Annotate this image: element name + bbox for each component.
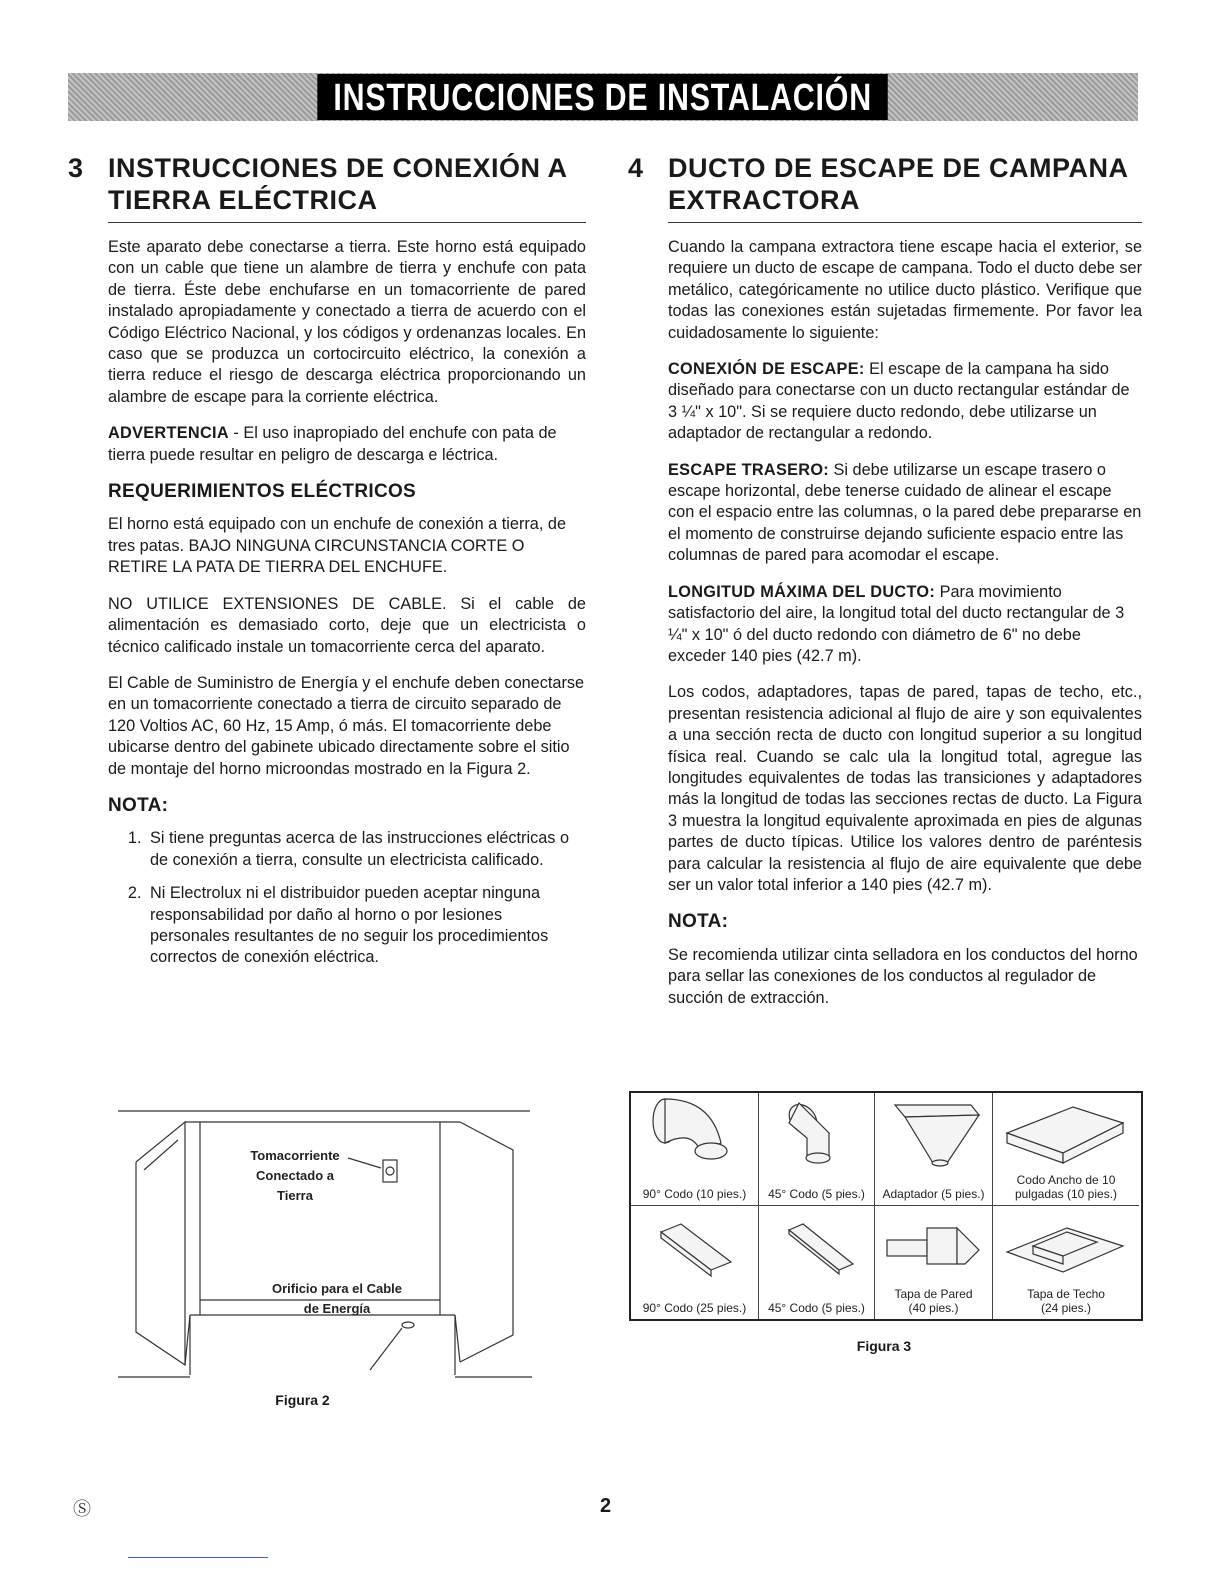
page-banner bbox=[68, 73, 1138, 121]
section-heading bbox=[628, 152, 1142, 216]
paragraph: Se recomienda utilizar cinta selladora en los conductos del horno para sellar las conexiones de los conductos al regulador de succión de extracción. bbox=[668, 945, 1138, 1007]
duct-part-cell bbox=[875, 1093, 993, 1206]
paragraph: NO UTILICE EXTENSIONES DE CABLE. Si el cable de alimentación es demasiado corto, deje que un electricista o técnico calificado instale un tomacorriente cerca del aparato. bbox=[108, 594, 586, 656]
duct-part-label-line: Codo Ancho de 10 bbox=[1016, 1173, 1116, 1187]
duct-part-label-line: Tapa de Techo bbox=[1027, 1287, 1105, 1301]
paragraph bbox=[668, 359, 1142, 445]
adapter-icon bbox=[875, 1093, 991, 1173]
duct-part-label bbox=[993, 1287, 1139, 1315]
warning-text: - El uso inapropiado del enchufe con pata de tierra puede resultar en peligro de descarga e léctrica. bbox=[108, 424, 557, 464]
warning-keyword: ADVERTENCIA bbox=[108, 424, 229, 443]
banner-title: INSTRUCCIONES DE INSTALACIÓN bbox=[318, 74, 889, 120]
paragraph: Este aparato debe conectarse a tierra. Este horno está equipado con un cable que tiene un alambre de tierra y enchufe con pata de tierra. Éste debe enchufarse en un tomacorriente de pared instalado apropiadamente y conectado a tierra de acuerdo con el Código Eléctrico Nacional, y los códigos y ordenanzas locales. En caso que se produzca un cortocircuito eléctrico, la conexión a tierra reduce el riesgo de descarga eléctrica proporcionando un alambre de escape para la corriente eléctrica. bbox=[108, 238, 586, 406]
section-body bbox=[108, 237, 586, 969]
duct-part-label bbox=[993, 1173, 1139, 1201]
warning-paragraph bbox=[108, 423, 586, 466]
fig2-label-outlet: Tomacorriente bbox=[250, 1148, 340, 1163]
fig2-label-cable-hole: de Energía bbox=[303, 1301, 371, 1316]
divider bbox=[128, 1557, 268, 1558]
duct-part-cell bbox=[759, 1093, 875, 1206]
section-rule bbox=[108, 222, 586, 223]
wide-elbow-icon bbox=[993, 1093, 1137, 1169]
wall-cap-icon bbox=[875, 1206, 991, 1276]
paragraph: El Cable de Suministro de Energía y el enchufe deben conectarse en un tomacorriente conectado a tierra de circuito separado de 120 Voltios AC, 60 Hz, 15 Amp, ó más. El tomacorriente debe ubicarse dentro del gabinete ubicado directamente sobre el sitio de montaje del horno microondas mostrado en la Figura 2. bbox=[108, 673, 585, 778]
duct-part-cell bbox=[631, 1206, 759, 1319]
section-title: INSTRUCCIONES DE CONEXIÓN A TIERRA ELÉCTRICA bbox=[108, 153, 567, 215]
paragraph bbox=[668, 460, 1142, 567]
note-title: NOTA: bbox=[668, 911, 729, 933]
page-number: 2 bbox=[600, 1495, 612, 1517]
duct-part-label: 45° Codo (5 pies.) bbox=[768, 1301, 865, 1315]
duct-part-label-line: Tapa de Pared bbox=[894, 1287, 973, 1301]
flat-elbow-90-icon bbox=[631, 1206, 757, 1282]
duct-part-label bbox=[875, 1287, 992, 1315]
duct-part-label-line: (40 pies.) bbox=[908, 1301, 959, 1315]
duct-part-cell bbox=[759, 1206, 875, 1319]
duct-part-label: 90° Codo (25 pies.) bbox=[642, 1301, 747, 1315]
elbow-90-icon bbox=[631, 1093, 757, 1173]
note-list bbox=[108, 828, 586, 968]
section-grounding bbox=[68, 152, 586, 981]
language-symbol: Ⓢ bbox=[73, 1499, 91, 1519]
section-number: 3 bbox=[68, 153, 84, 183]
section-title: DUCTO DE ESCAPE DE CAMPANA EXTRACTORA bbox=[668, 153, 1128, 215]
paragraph: Cuando la campana extractora tiene escape hacia el exterior, se requiere un ducto de escape de campana. Todo el ducto debe ser metálico, categóricamente no utilice ducto plástico. Verifique que todas las conexiones están sujetadas firmemente. Por favor lea cuidadosamente lo siguiente: bbox=[668, 238, 1142, 342]
text: Para movimiento satisfactorio del aire, la longitud total del ducto rectangular de 3 ¼" x 10" ó del ducto redondo con diámetro de 6" no debe exceder 140 pies (42.7 m). bbox=[668, 582, 1125, 665]
keyword: ESCAPE TRASERO: bbox=[668, 460, 830, 479]
duct-part-label: 45° Codo (5 pies.) bbox=[768, 1187, 865, 1201]
duct-part-label-line: (24 pies.) bbox=[1040, 1301, 1092, 1315]
note-title: NOTA: bbox=[108, 794, 169, 816]
paragraph bbox=[668, 582, 1142, 668]
duct-part-label-line: pulgadas (10 pies.) bbox=[1014, 1187, 1118, 1201]
section-exhaust-duct bbox=[628, 152, 1142, 1024]
fig2-label-outlet: Conectado a bbox=[255, 1168, 335, 1183]
section-number: 4 bbox=[628, 153, 644, 183]
paragraph: El horno está equipado con un enchufe de conexión a tierra, de tres patas. BAJO NINGUNA CIRCUNSTANCIA CORTE O RETIRE LA PATA DE TIERRA DEL ENCHUFE. bbox=[108, 515, 567, 577]
list-item: 1. Si tiene preguntas acerca de las instrucciones eléctricas o de conexión a tierra, consulte un electricista calificado. bbox=[146, 828, 586, 871]
fig2-label-cable-hole: Orificio para el Cable bbox=[271, 1281, 403, 1296]
section-heading bbox=[68, 152, 586, 216]
figure-2-cabinet-diagram bbox=[110, 1100, 540, 1385]
text: El escape de la campana ha sido diseñado para conectarse con un ducto rectangular estándar de 3 ¼" x 10". Si se requiere ducto redondo, debe utilizarse un adaptador de rectangular a redondo. bbox=[668, 360, 1130, 443]
section-body bbox=[668, 237, 1142, 1009]
keyword: LONGITUD MÁXIMA DEL DUCTO: bbox=[668, 582, 936, 601]
elbow-45-icon bbox=[759, 1093, 873, 1173]
paragraph: Los codos, adaptadores, tapas de pared, tapas de techo, etc., presentan resistencia adicional al flujo de aire y son equivalentes a una sección recta de ducto con longitud superior a su longitud física real. Cuando se calc ula la longitud total, agregue las longitudes equivalentes de todas las transiciones y adaptadores más la longitud de todas las secciones rectas de ducto. La Figura 3 muestra la longitud equivalente aproximada en pies de algunas partes de ducto típicas. Utilice los valores dentro de paréntesis para calcular la resistencia al flujo de aire equivalente que debe ser un valor total inferior a 140 pies (42.7 m). bbox=[668, 683, 1142, 894]
duct-part-cell bbox=[631, 1093, 759, 1206]
subsection-title: REQUERIMIENTOS ELÉCTRICOS bbox=[108, 481, 417, 503]
duct-part-label: Adaptador (5 pies.) bbox=[882, 1187, 985, 1201]
fig2-label-outlet: Tierra bbox=[277, 1188, 313, 1203]
list-item: 2. Ni Electrolux ni el distribuidor pueden aceptar ninguna responsabilidad por daño al horno o por lesiones personales resultantes de no seguir los procedimientos correctos de conexión eléctrica. bbox=[146, 883, 586, 969]
section-rule bbox=[668, 222, 1142, 223]
text: Si debe utilizarse un escape trasero o escape horizontal, debe tenerse cuidado de alinear el escape con el espacio entre las columnas, o la pared debe prepararse en el momento de construirse dejando suficiente espacio entre las columnas de pared para acomodar el escape. bbox=[668, 460, 1142, 565]
figure-3-caption: Figura 3 bbox=[856, 1338, 912, 1354]
duct-part-cell bbox=[993, 1093, 1139, 1206]
duct-part-cell bbox=[993, 1206, 1139, 1319]
duct-part-label: 90° Codo (10 pies.) bbox=[642, 1187, 747, 1201]
flat-elbow-45-icon bbox=[759, 1206, 873, 1282]
figure-2-caption: Figura 2 bbox=[275, 1392, 330, 1408]
figure-3-duct-parts-table bbox=[629, 1091, 1143, 1321]
roof-cap-icon bbox=[993, 1206, 1137, 1278]
keyword: CONEXIÓN DE ESCAPE: bbox=[668, 360, 865, 379]
duct-part-cell bbox=[875, 1206, 993, 1319]
